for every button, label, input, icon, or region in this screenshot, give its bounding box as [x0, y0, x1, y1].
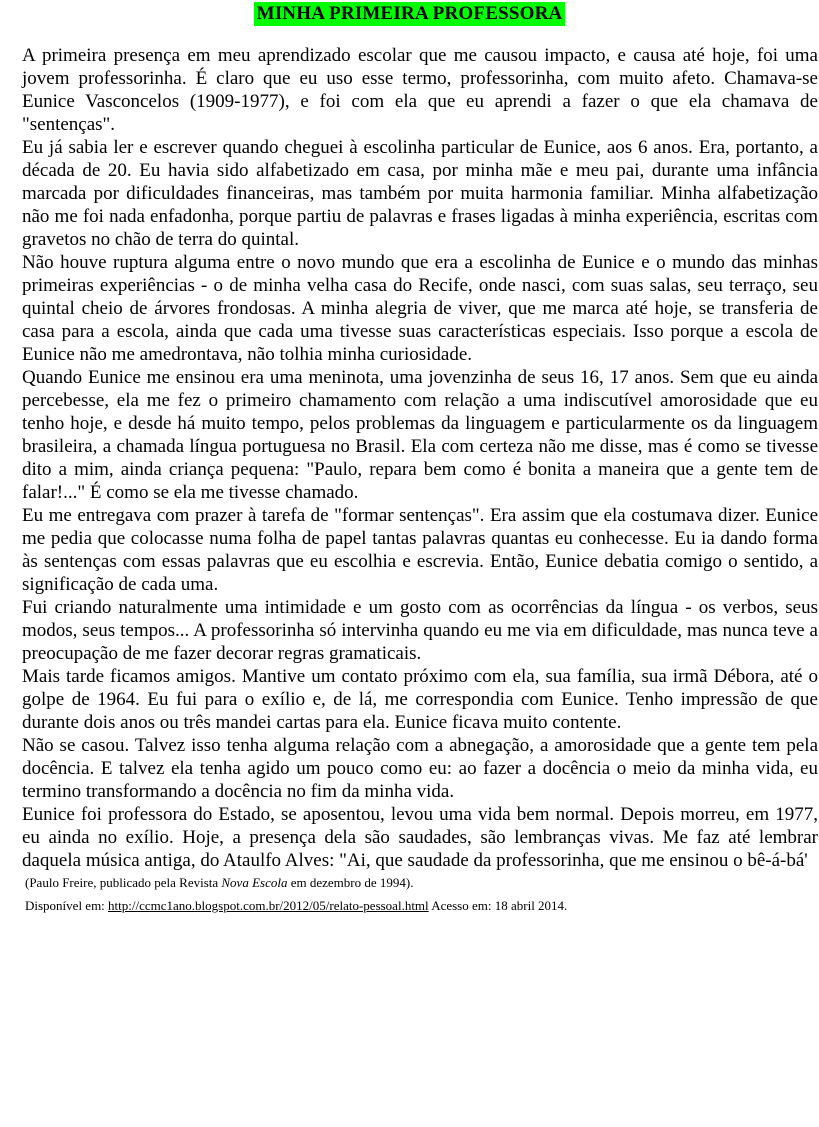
access-date: Acesso em: 18 abril 2014. [428, 898, 568, 913]
paragraph-9: Eunice foi professora do Estado, se aposentou, levou uma vida bem normal. Depois morreu, em 1977, eu ainda no exílio. Hoje, a presença dela são saudades, são lembranças vivas. Me faz até lembrar daquela música antiga, do Ataulfo Alves: "Ai, que saudade da professorinha, que me ensinou o bê-á-bá' [22, 804, 818, 871]
article-body [22, 44, 818, 914]
paragraph-7: Mais tarde ficamos amigos. Mantive um contato próximo com ela, sua família, sua irmã Débora, até o golpe de 1964. Eu fui para o exílio e, de lá, me correspondia com Eunice. Tenho impressão de que durante dois anos ou três mandei cartas para ela. Eunice ficava muito contente. [22, 666, 818, 733]
citation-suffix: em dezembro de 1994). [287, 875, 414, 890]
paragraph-3: Não houve ruptura alguma entre o novo mundo que era a escolinha de Eunice e o mundo das minhas primeiras experiências - o de minha velha casa do Recife, onde nasci, com suas salas, seu terraço, seu quintal cheio de árvores frondosas. A minha alegria de viver, que me marca até hoje, se transferia de casa para a escola, ainda que cada uma tivesse suas características especiais. Isso porque a escola de Eunice não me amedrontava, não tolhia minha curiosidade. [22, 252, 818, 365]
source-prefix: Disponível em: [25, 898, 109, 913]
citation-prefix: (Paulo Freire, publicado pela Revista [25, 875, 222, 890]
paragraph-5: Eu me entregava com prazer à tarefa de "formar sentenças". Era assim que ela costumava dizer. Eunice me pedia que colocasse numa folha de papel tantas palavras quantas eu conhecesse. Eu ia dando forma às sentenças com essas palavras que eu escolhia e escrevia. Então, Eunice debatia comigo o sentido, a significação de cada uma. [22, 505, 818, 595]
page-title: MINHA PRIMEIRA PROFESSORA [254, 2, 566, 26]
paragraph-2: Eu já sabia ler e escrever quando cheguei à escolinha particular de Eunice, aos 6 anos. Era, portanto, a década de 20. Eu havia sido alfabetizado em casa, por minha mãe e meu pai, durante uma infância marcada por dificuldades financeiras, mas também por muita harmonia familiar. Minha alfabetização não me foi nada enfadonha, porque partiu de palavras e frases ligadas à minha experiência, escritas com gravetos no chão de terra do quintal. [22, 137, 818, 250]
paragraph-1: A primeira presença em meu aprendizado escolar que me causou impacto, e causa até hoje, foi uma jovem professorinha. É claro que eu uso esse termo, professorinha, com muito afeto. Chamava-se Eunice Vasconcelos (1909-1977), e foi com ela que eu aprendi a fazer o que ela chamava de "sentenças". [22, 45, 818, 135]
source-line [25, 897, 818, 914]
paragraph-8: Não se casou. Talvez isso tenha alguma relação com a abnegação, a amorosidade que a gente tem pela docência. E talvez ela tenha agido um pouco como eu: ao fazer a docência o meio da minha vida, eu termino transformando a docência no fim da minha vida. [22, 735, 818, 802]
citation-magazine: Nova Escola [221, 875, 288, 890]
title-container [0, 2, 819, 26]
citation [25, 874, 818, 891]
source-link[interactable]: http://ccmc1ano.blogspot.com.br/2012/05/relato-pessoal.html [108, 898, 429, 913]
paragraph-6: Fui criando naturalmente uma intimidade e um gosto com as ocorrências da língua - os verbos, seus modos, seus tempos... A professorinha só intervinha quando eu me via em dificuldade, mas nunca teve a preocupação de me fazer decorar regras gramaticais. [22, 597, 818, 664]
paragraph-4: Quando Eunice me ensinou era uma meninota, uma jovenzinha de seus 16, 17 anos. Sem que eu ainda percebesse, ela me fez o primeiro chamamento com relação a uma indiscutível amorosidade que eu tenho hoje, e desde há muito tempo, pelos problemas da linguagem e particularmente os da linguagem brasileira, a chamada língua portuguesa no Brasil. Ela com certeza não me disse, mas é como se tivesse dito a mim, ainda criança pequena: "Paulo, repara bem como é bonita a maneira que a gente tem de falar!..." É como se ela me tivesse chamado. [22, 367, 818, 503]
